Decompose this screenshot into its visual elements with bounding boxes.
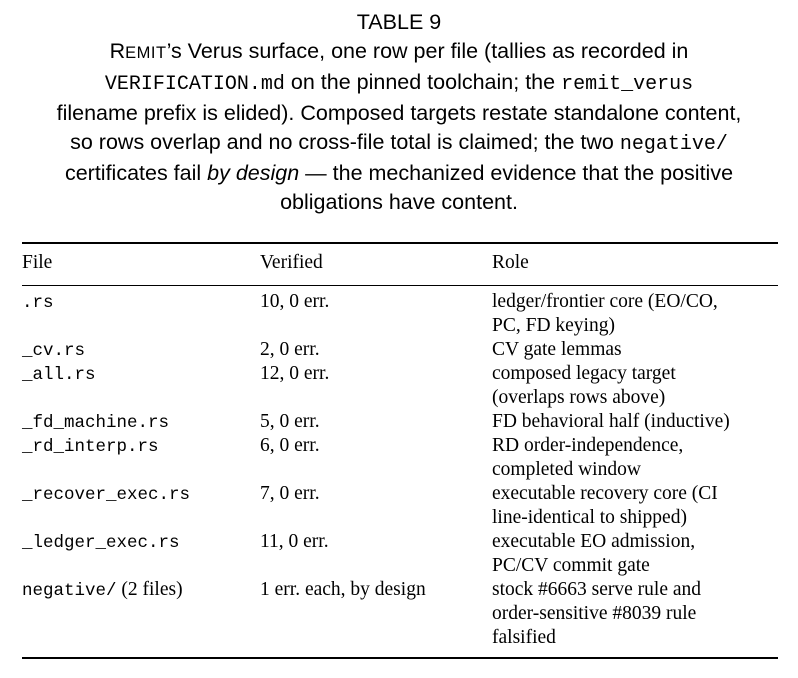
table-row-verified: 1 err. each, by design bbox=[260, 579, 426, 600]
table-top-rule bbox=[22, 242, 778, 244]
file-name: .rs bbox=[22, 293, 54, 313]
caption-line-2 bbox=[0, 68, 798, 99]
table-row-role: falsified bbox=[492, 627, 556, 648]
file-name: _cv.rs bbox=[22, 341, 86, 361]
caption-text: — the mechanized evidence that the positive bbox=[299, 161, 734, 185]
table-row-verified: 11, 0 err. bbox=[260, 531, 329, 552]
table-row-role: line-identical to shipped) bbox=[492, 507, 687, 528]
table-row-role: CV gate lemmas bbox=[492, 339, 622, 360]
caption-line-1 bbox=[0, 37, 798, 68]
file-name: _fd_machine.rs bbox=[22, 413, 170, 433]
table-row-role: executable EO admission, bbox=[492, 531, 696, 552]
table-row-role: order-sensitive #8039 rule bbox=[492, 603, 697, 624]
caption-text: on the pinned toolchain; the bbox=[284, 70, 562, 94]
column-header-file: File bbox=[22, 252, 53, 273]
table-row-role: PC/CV commit gate bbox=[492, 555, 650, 576]
table-row-role: FD behavioral half (inductive) bbox=[492, 411, 730, 432]
caption-text: ’s Verus surface, one row per file (tallies as recorded in bbox=[166, 39, 689, 63]
caption-line-6: obligations have content. bbox=[280, 190, 518, 214]
table-row-verified: 10, 0 err. bbox=[260, 291, 330, 312]
table-row-role: composed legacy target bbox=[492, 363, 676, 384]
caption-prefix: remit_verus bbox=[561, 73, 694, 96]
table-row-file bbox=[22, 362, 96, 387]
table-label: TABLE 9 bbox=[356, 10, 442, 34]
table-row-role: stock #6663 serve rule and bbox=[492, 579, 702, 600]
table-row-verified: 12, 0 err. bbox=[260, 363, 330, 384]
file-name: negative/ bbox=[22, 581, 117, 601]
file-name: _rd_interp.rs bbox=[22, 437, 159, 457]
product-name-initial: R bbox=[109, 39, 126, 63]
file-name: _ledger_exec.rs bbox=[22, 533, 180, 553]
table-row-file bbox=[22, 290, 54, 315]
table-row-file bbox=[22, 410, 169, 435]
caption-line-4 bbox=[0, 128, 798, 159]
caption-file-name: VERIFICATION.md bbox=[104, 73, 285, 96]
table-row-verified: 7, 0 err. bbox=[260, 483, 320, 504]
caption-line-5 bbox=[0, 159, 798, 188]
table-row-role: RD order-independence, bbox=[492, 435, 684, 456]
table-bottom-rule bbox=[22, 657, 778, 659]
table-row-file bbox=[22, 338, 85, 363]
table-row-role: completed window bbox=[492, 459, 641, 480]
table-caption bbox=[0, 8, 798, 217]
column-header-role: Role bbox=[492, 252, 529, 273]
caption-line-3: filename prefix is elided). Composed targets restate standalone content, bbox=[56, 101, 742, 125]
file-name: _recover_exec.rs bbox=[22, 485, 191, 505]
table-row-role: executable recovery core (CI bbox=[492, 483, 718, 504]
caption-negative-dir: negative/ bbox=[619, 133, 728, 156]
caption-text: certificates fail bbox=[64, 161, 208, 185]
table-row-file bbox=[22, 578, 183, 603]
table-row-verified: 2, 0 err. bbox=[260, 339, 320, 360]
file-note: (2 files) bbox=[116, 579, 183, 600]
file-name: _all.rs bbox=[22, 365, 96, 385]
product-name-rest: EMIT bbox=[125, 44, 167, 62]
table-row-verified: 6, 0 err. bbox=[260, 435, 320, 456]
table-row-file bbox=[22, 530, 180, 555]
caption-text: so rows overlap and no cross-file total is claimed; the two bbox=[70, 130, 620, 154]
table-row-role: ledger/frontier core (EO/CO, bbox=[492, 291, 718, 312]
table-row-role: PC, FD keying) bbox=[492, 315, 615, 336]
table-row-file bbox=[22, 482, 190, 507]
table-row-role: (overlaps rows above) bbox=[492, 387, 666, 408]
table-row-verified: 5, 0 err. bbox=[260, 411, 320, 432]
table-header-rule bbox=[22, 285, 778, 286]
column-header-verified: Verified bbox=[260, 252, 323, 273]
caption-emphasis: by design bbox=[207, 161, 300, 185]
table-row-file bbox=[22, 434, 159, 459]
